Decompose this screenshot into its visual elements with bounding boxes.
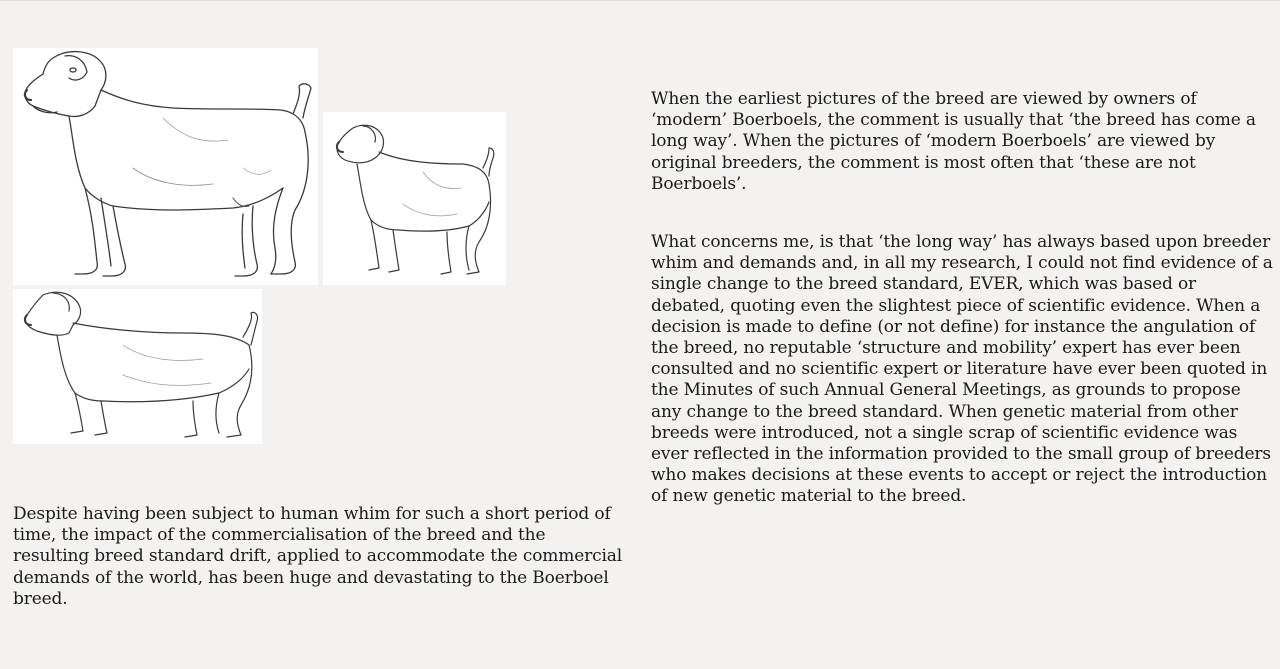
dog-illustration-icon [13,48,318,285]
dog-illustration-small [323,112,506,285]
dog-illustration-icon [13,289,262,444]
dog-illustration-medium [13,289,262,444]
paragraph-commercialisation-impact: Despite having been subject to human whim for such a short period of time, the impact of the commercialisation of the breed and the resulting breed standard drift, applied to accommodate the commercial demands of the world, has been huge and devastating to the Boerboel breed. [13,504,623,609]
paragraph-long-way-concerns: What concerns me, is that ‘the long way’ has always based upon breeder whim and demands and, in all my research, I could not find evidence of a single change to the breed standard, EVER, which was based or debated, quoting even the slightest piece of scientific evidence. When a decision is made to define (or not define) for instance the angulation of the breed, no reputable ‘structure and mobility’ expert has ever been consulted and no scientific expert or literature have ever been quoted in the Minutes of such Annual General Meetings, as grounds to propose any change to the breed standard. When genetic material from other breeds were introduced, not a single scrap of scientific evidence was ever reflected in the information provided to the small group of breeders who makes decisions at these events to accept or reject the introduction of new genetic material to the breed. [651,232,1273,507]
dog-illustration-large [13,48,318,285]
dog-illustration-icon [323,112,506,285]
paragraph-earliest-pictures: When the earliest pictures of the breed are viewed by owners of ‘modern’ Boerboels, the comment is usually that ‘the breed has come a long way’. When the pictures of ‘modern Boerboels’ are viewed by original breeders, the comment is most often that ‘these are not Boerboels’. [651,89,1256,194]
